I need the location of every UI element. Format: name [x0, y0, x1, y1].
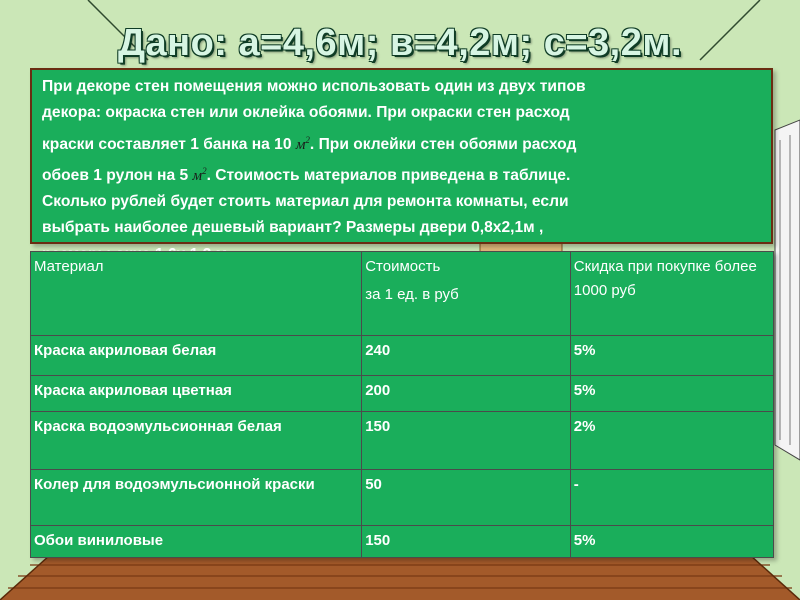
cell-discount: 5% [570, 526, 773, 558]
problem-line: декора: окраска стен или оклейка обоями. При окраски стен расход [42, 104, 570, 122]
problem-line: Сколько рублей будет стоить материал для ремонта комнаты, если [42, 193, 569, 211]
header-material: Материал [31, 252, 362, 336]
table-row [31, 376, 774, 412]
table-row [31, 412, 774, 470]
cell-cost: 200 [362, 376, 571, 412]
problem-text: . При оклейки стен обоями расход [309, 135, 577, 153]
materials-table [30, 251, 774, 558]
given-values-title: Дано: а=4,6м; в=4,2м; с=3,2м. [117, 22, 683, 64]
cell-material: Краска акриловая цветная [31, 376, 362, 412]
cell-cost: 150 [362, 526, 571, 558]
problem-line [42, 127, 763, 158]
cell-material: Обои виниловые [31, 526, 362, 558]
table-row [31, 526, 774, 558]
problem-statement [30, 68, 773, 244]
cell-discount: - [570, 470, 773, 526]
table-row [31, 470, 774, 526]
problem-line [42, 158, 763, 189]
cell-cost: 150 [362, 412, 571, 470]
square-meter-unit [295, 134, 310, 153]
header-cost-line2: за 1 ед. в руб [365, 286, 459, 303]
table-row [31, 336, 774, 376]
problem-line: При декоре стен помещения можно использовать один из двух типов [42, 78, 586, 95]
unit-exponent: 2 [305, 134, 310, 145]
unit-exponent: 2 [202, 165, 207, 176]
cell-cost: 240 [362, 336, 571, 376]
header-cost-line1: Стоимость [365, 258, 441, 275]
unit-base: м [192, 167, 203, 184]
header-discount: Скидка при покупке более 1000 руб [570, 252, 773, 336]
problem-line: выбрать наиболее дешевый вариант? Размеры двери 0,8х2,1м , [42, 219, 544, 237]
cell-discount: 5% [570, 376, 773, 412]
floor [0, 555, 800, 600]
table-header-row [31, 252, 774, 336]
cell-discount: 5% [570, 336, 773, 376]
problem-text: обоев 1 рулон на 5 [42, 166, 193, 184]
cell-material: Краска акриловая белая [31, 336, 362, 376]
cell-material: Колер для водоэмульсионной краски [31, 470, 362, 526]
window-shape [775, 120, 800, 460]
cell-material: Краска водоэмульсионная белая [31, 412, 362, 470]
cell-cost: 50 [362, 470, 571, 526]
problem-text: . Стоимость материалов приведена в таблице. [206, 166, 571, 184]
problem-text: краски составляет 1 банка на 10 [42, 135, 296, 153]
square-meter-unit [192, 165, 207, 184]
unit-base: м [295, 136, 306, 153]
cell-discount: 2% [570, 412, 773, 470]
header-cost [362, 252, 571, 336]
